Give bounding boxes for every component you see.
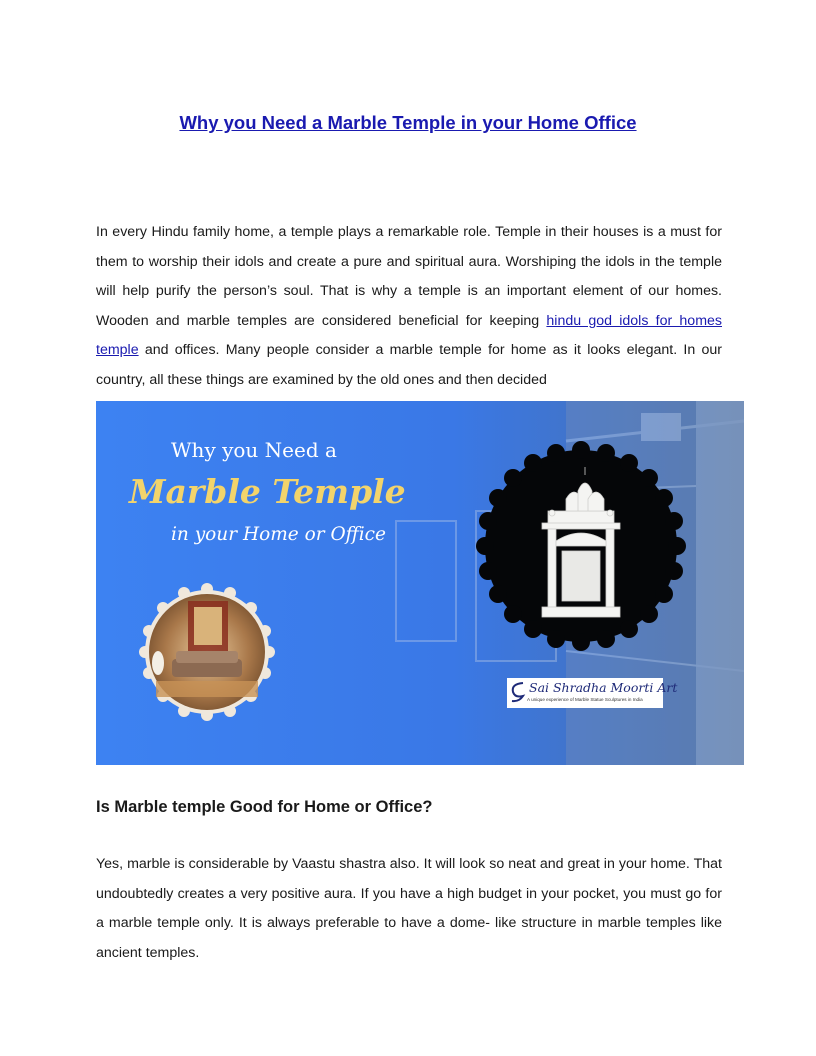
- brand-logo: [507, 678, 678, 708]
- document-title: [0, 112, 816, 134]
- banner-line-2: Marble Temple: [129, 472, 406, 511]
- hindu-god-idols-link[interactable]: hindu god idols for homes temple: [96, 312, 722, 359]
- title-link[interactable]: Why you Need a Marble Temple in your Home Office: [179, 112, 637, 133]
- logo-swirl-icon: [509, 680, 527, 704]
- intro-paragraph: [96, 218, 722, 394]
- intro-text: In every Hindu family home, a temple plays a remarkable role. Temple in their houses is a must for them to worship their idols and create a pure and spiritual aura. Worshiping the idols in the temple will help purify the person’s soul. That is why a temple is an important element of our homes. Wooden and marble temples are considered beneficial for keeping: [96, 224, 722, 329]
- intro-text-end: and offices. Many people consider a marble temple for home as it looks elegant. In our country, all these things are examined by the old ones and then decided: [96, 342, 722, 388]
- living-room-medallion: [139, 583, 275, 721]
- logo-name: Sai Shradha Moorti Art: [529, 680, 678, 695]
- banner-image: [96, 401, 744, 765]
- logo-tagline: A unique experience of Marble Statue Sculptures in India: [527, 697, 643, 702]
- banner-line-3: in your Home or Office: [171, 524, 386, 545]
- banner-line-1: Why you Need a: [171, 438, 337, 462]
- temple-medallion: [476, 441, 686, 651]
- body-paragraph: Yes, marble is considerable by Vaastu shastra also. It will look so neat and great in your home. That undoubtedly creates a very positive aura. If you have a high budget in your pocket, you must go for a marble temple only. It is always preferable to have a dome- like structure in marble temples like ancient temples.: [96, 856, 722, 961]
- section-heading: Is Marble temple Good for Home or Office?: [96, 798, 433, 816]
